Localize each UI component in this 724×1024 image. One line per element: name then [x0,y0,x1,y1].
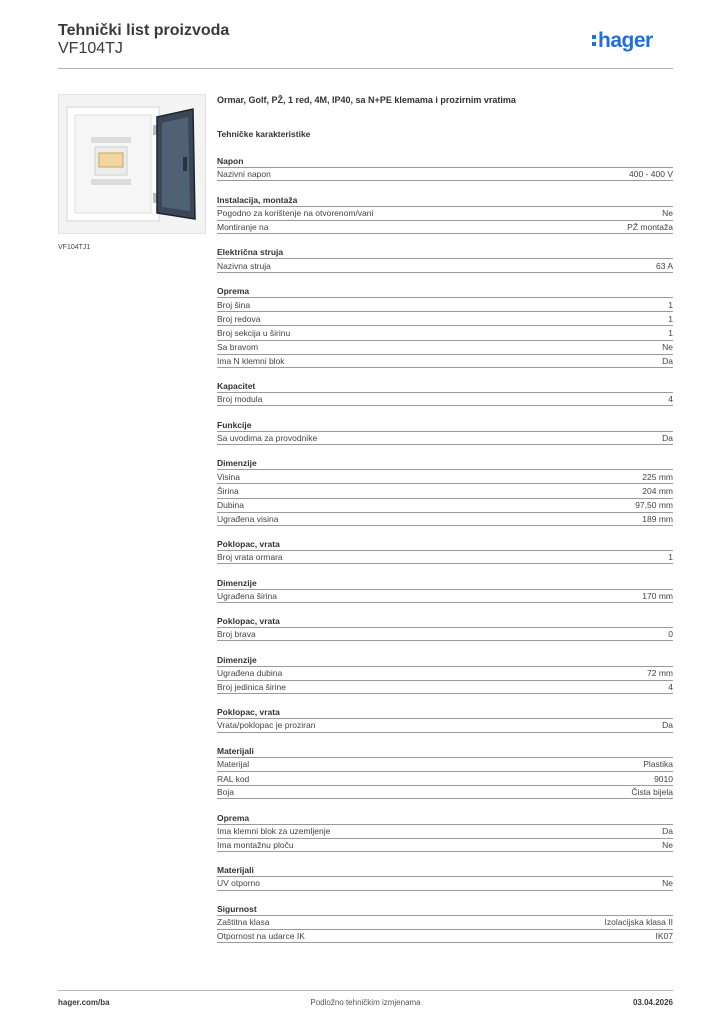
spec-row [217,354,673,368]
spec-groups [217,155,673,943]
spec-label: Broj brava [217,629,256,640]
spec-row [217,838,673,852]
spec-value: Da [662,355,673,366]
footer-note: Podložno tehničkim izmjenama [310,998,421,1007]
spec-label: Montiranje na [217,222,269,233]
product-description: Ormar, Golf, PŽ, 1 red, 4M, IP40, sa N+PE klemama i prozirnim vratima [217,95,516,105]
spec-value: 4 [668,394,673,405]
spec-group-rows [217,666,673,694]
spec-group-title: Dimenzije [217,577,257,588]
spec-value: Ne [662,839,673,850]
footer-divider [58,990,673,991]
section-title: Tehničke karakteristike [217,129,311,139]
spec-row [217,929,673,943]
spec-group-title: Poklopac, vrata [217,707,280,718]
spec-group-title: Instalacija, montaža [217,194,298,205]
spec-row [217,167,673,181]
spec-value: 1 [668,313,673,324]
spec-label: Sa uvodima za provodnike [217,432,318,443]
spec-value: 1 [668,552,673,563]
spec-label: Ima klemni blok za uzemljenje [217,826,331,837]
spec-value: Da [662,720,673,731]
spec-group-rows [217,824,673,852]
spec-group-title: Kapacitet [217,381,256,392]
spec-value: 72 mm [647,668,673,679]
logo-text: hager [598,29,653,52]
spec-label: Ugrađena dubina [217,668,283,679]
spec-value: 189 mm [642,513,673,524]
spec-group-title: Napon [217,156,244,167]
spec-group-rows [217,167,673,181]
spec-value: 4 [668,681,673,692]
spec-value: 170 mm [642,590,673,601]
page-header [58,22,673,70]
spec-row [217,915,673,929]
spec-label: Ugrađena širina [217,590,278,601]
spec-row [217,589,673,603]
spec-content [217,95,673,943]
spec-group-rows [217,258,673,272]
spec-value: Plastika [643,759,673,770]
document-title: Tehnički list proizvoda [58,22,230,39]
spec-group-rows [217,876,673,890]
spec-row [217,757,673,771]
spec-value: 97,50 mm [635,500,673,511]
spec-label: Ugrađena visina [217,513,279,524]
spec-value: Ne [662,342,673,353]
spec-row [217,220,673,234]
product-code: VF104TJ [58,40,123,57]
spec-group-rows [217,757,673,800]
spec-group-rows [217,297,673,368]
spec-label: RAL kod [217,773,250,784]
spec-label: Nazivni napon [217,169,271,180]
hager-logo [591,25,673,55]
spec-row [217,392,673,406]
spec-group-title: Poklopac, vrata [217,539,280,550]
product-image [58,94,206,234]
spec-value: Ne [662,878,673,889]
spec-row [217,431,673,445]
spec-value: Izolacijska klasa II [604,917,673,928]
spec-row [217,666,673,680]
image-caption: VF104TJ1 [58,244,91,251]
spec-value: 9010 [654,773,673,784]
spec-value: Ne [662,208,673,219]
spec-group-title: Poklopac, vrata [217,616,280,627]
spec-group-title: Materijali [217,865,254,876]
spec-group-title: Oprema [217,285,250,296]
spec-label: Ima montažnu ploču [217,839,294,850]
spec-row [217,469,673,483]
spec-value: Da [662,826,673,837]
spec-row [217,340,673,354]
spec-label: Zaštitna klasa [217,917,270,928]
spec-group-title: Materijali [217,745,254,756]
logo-dot-top [592,35,596,39]
spec-label: Broj vrata ormara [217,552,283,563]
spec-group-rows [217,392,673,406]
spec-label: Otpornost na udarce IK [217,931,305,942]
spec-label: Broj modula [217,394,263,405]
spec-label: Nazivna struja [217,260,271,271]
spec-label: Broj redova [217,313,261,324]
spec-label: Širina [217,485,239,496]
spec-group-title: Sigurnost [217,903,257,914]
spec-group-rows [217,627,673,641]
spec-label: UV otporno [217,878,260,889]
spec-value: Čista bijela [631,787,673,798]
cabinet-illustration [59,95,205,233]
logo-dot-bottom [592,42,596,46]
header-divider [58,68,673,69]
spec-value: 63 A [655,260,673,271]
spec-group-rows [217,718,673,732]
spec-group-rows [217,206,673,234]
spec-row [217,718,673,732]
spec-value: 204 mm [642,485,673,496]
spec-group-rows [217,550,673,564]
spec-row [217,785,673,799]
spec-label: Broj sekcija u širinu [217,327,291,338]
spec-label: Visina [217,471,240,482]
footer-date: 03.04.2026 [632,998,673,1007]
spec-row [217,876,673,890]
spec-group-title: Funkcije [217,419,252,430]
spec-row [217,483,673,497]
spec-row [217,258,673,272]
spec-label: Pogodno za korištenje na otvorenom/vani [217,208,374,219]
spec-group-rows [217,589,673,603]
spec-group-title: Električna struja [217,247,284,258]
spec-group-rows [217,469,673,526]
spec-label: Broj šina [217,299,251,310]
spec-row [217,771,673,785]
spec-row [217,311,673,325]
spec-value: Da [662,432,673,443]
spec-label: Broj jedinica širine [217,681,286,692]
spec-row [217,498,673,512]
spec-label: Boja [217,787,235,798]
spec-row [217,627,673,641]
spec-value: 1 [668,299,673,310]
spec-group-title: Oprema [217,812,250,823]
spec-row [217,680,673,694]
spec-group-rows [217,431,673,445]
spec-group-rows [217,915,673,943]
spec-group-title: Dimenzije [217,654,257,665]
spec-value: 1 [668,327,673,338]
spec-row [217,512,673,526]
spec-row [217,550,673,564]
spec-label: Materijal [217,759,250,770]
spec-value: IK07 [655,931,673,942]
footer-website: hager.com/ba [58,998,110,1007]
spec-label: Dubina [217,500,244,511]
spec-row [217,325,673,339]
spec-value: 400 - 400 V [629,169,673,180]
spec-row [217,206,673,220]
page-footer [58,998,673,1010]
spec-group-title: Dimenzije [217,458,257,469]
spec-label: Ima N klemni blok [217,355,285,366]
spec-row [217,824,673,838]
spec-label: Sa bravom [217,342,259,353]
spec-value: PŽ montaža [627,222,673,233]
spec-label: Vrata/poklopac je proziran [217,720,316,731]
spec-value: 225 mm [642,471,673,482]
spec-row [217,297,673,311]
spec-value: 0 [668,629,673,640]
